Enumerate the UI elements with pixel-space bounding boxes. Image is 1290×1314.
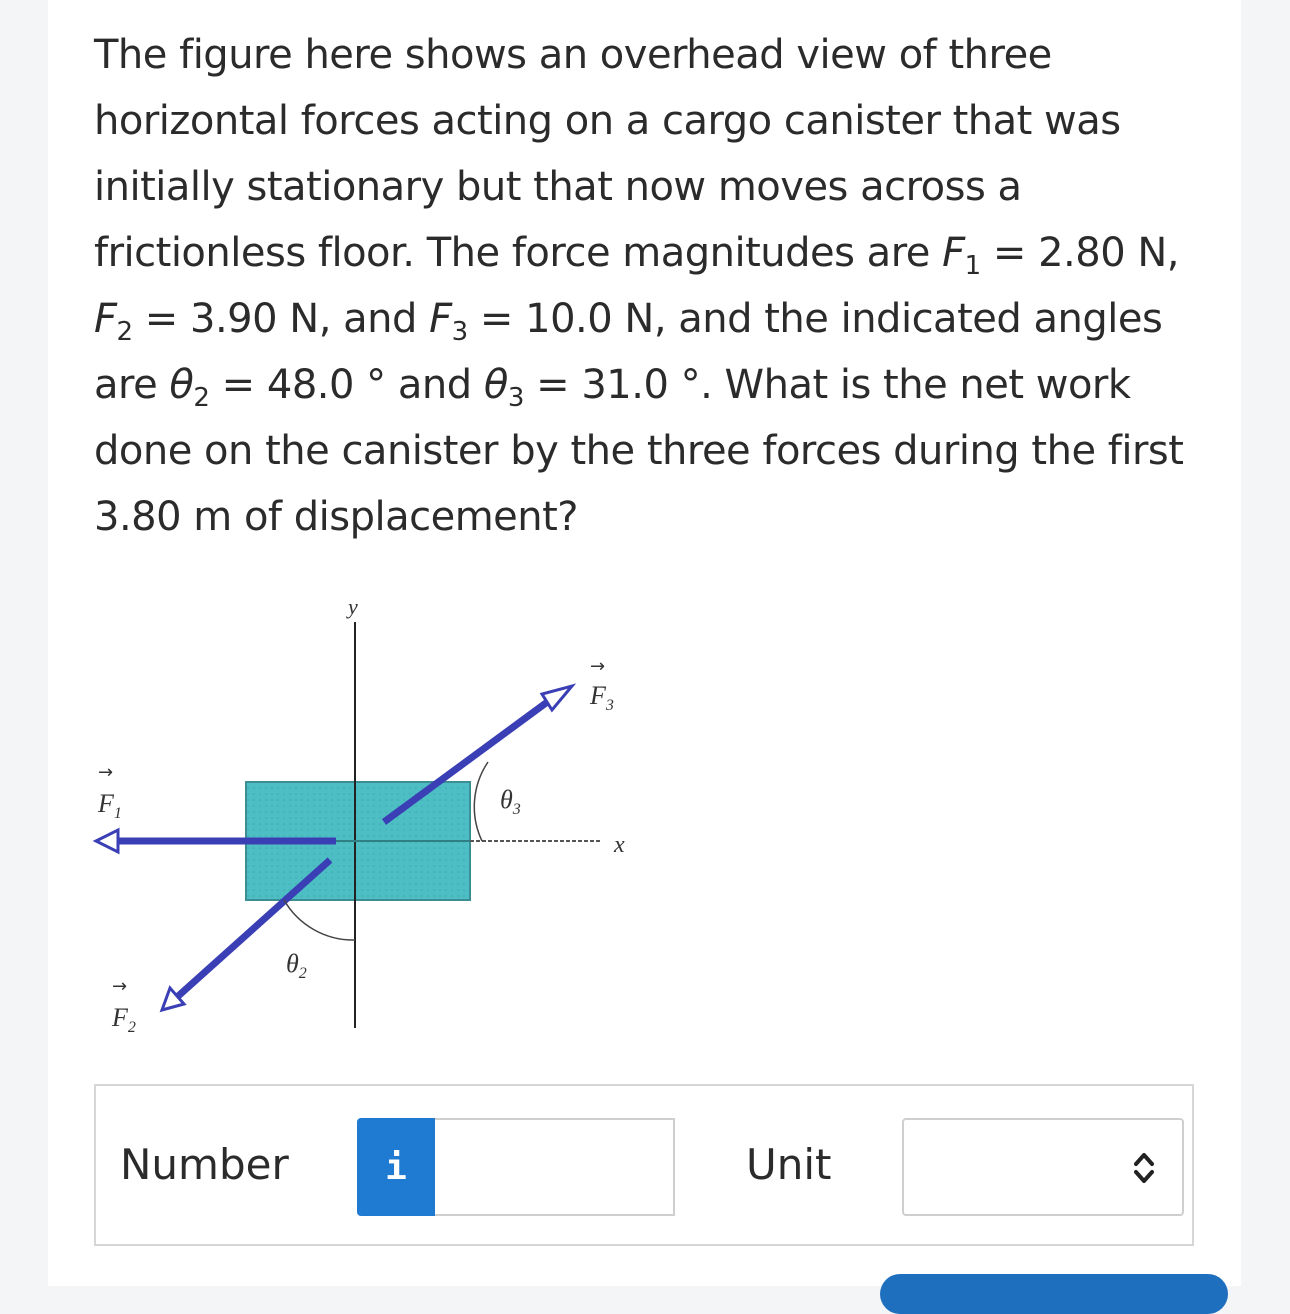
theta3-label: $\theta_3$ [500,785,521,818]
f1-arrow-bar: → [98,762,114,783]
number-input[interactable] [435,1118,675,1216]
f2-arrow-bar: → [112,976,128,997]
force-diagram [80,585,660,1045]
info-icon: i [385,1146,407,1188]
f2-label: $F_2$ [112,1003,136,1036]
theta2-label: $\theta_2$ [286,949,307,982]
info-icon-button[interactable] [357,1118,435,1216]
theta3-arc [474,762,488,841]
number-label: Number [120,1140,289,1189]
question-text: The figure here shows an overhead view of three horizontal forces acting on a cargo canister that was initially stationary but that now moves across a frictionless floor. The force magnitudes are $F_1 = 2.80$ N, $F_2 = 3.90$ N, and $F_3 = 10.0$ N, and the indicated angles are $\theta_2 = 48.0$ ° and $\theta_3 = 31.0$ °. What is the net work done on the canister by the three forces during the first 3.80 m of displacement? [94,32,1184,540]
f1-label: $F_1$ [98,789,122,822]
theta2-arc [284,900,355,940]
x-axis-label: x [614,832,625,858]
y-axis-label: y [348,594,358,619]
f3-label: $F_3$ [590,681,614,714]
unit-select[interactable] [902,1118,1184,1216]
unit-label: Unit [746,1140,832,1189]
chevron-updown-icon [1132,1150,1156,1186]
f1-arrowhead [96,830,118,852]
f3-arrow-bar: → [590,656,606,677]
submit-button-partial[interactable] [880,1274,1228,1314]
